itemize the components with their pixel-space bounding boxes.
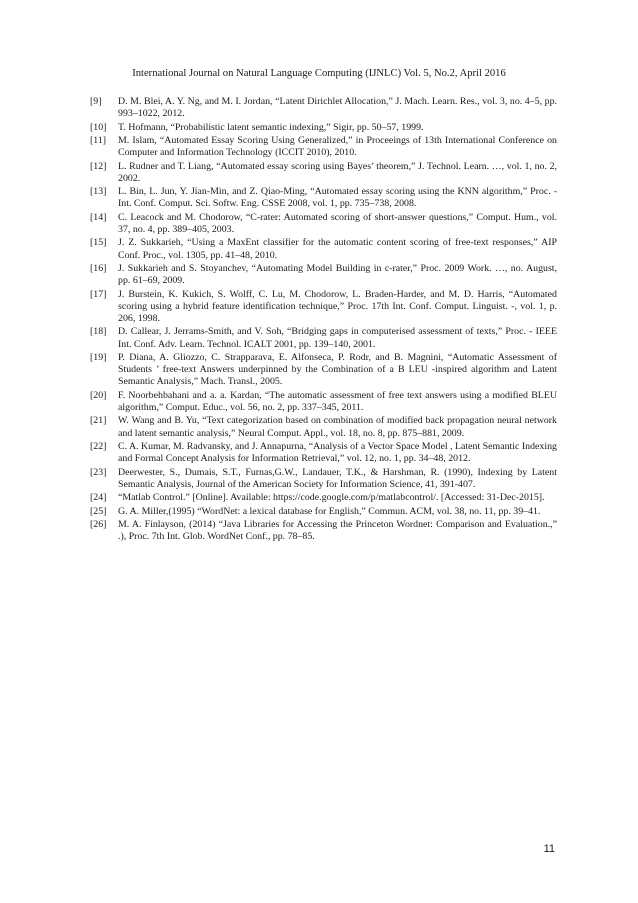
reference-text: P. Diana, A. Gliozzo, C. Strapparava, E. Alfonseca, P. Rodr, and B. Magnini, “Automatic Assessment of Students ’ free-text Answers underpinned by the Combination of a B LEU -inspired algorithm and Latent Semantic Analysis,” Mach. Transl., 2005. — [118, 351, 557, 388]
reference-item — [90, 237, 557, 261]
journal-header: International Journal on Natural Language Computing (IJNLC) Vol. 5, No.2, April 2016 — [132, 68, 506, 79]
reference-item — [90, 326, 557, 350]
reference-text: J. Sukkarieh and S. Stoyanchev, “Automating Model Building in c-rater,” Proc. 2009 Work. …, no. August, pp. 61–69, 2009. — [118, 262, 557, 287]
reference-text: L. Bin, L. Jun, Y. Jian-Min, and Z. Qiao-Ming, “Automated essay scoring using the KNN algorithm,” Proc. - Int. Conf. Comput. Sci. Softw. Eng. CSSE 2008, vol. 1, pp. 735–738, 2008. — [118, 186, 557, 210]
reference-item — [90, 415, 557, 439]
reference-text: D. M. Blei, A. Y. Ng, and M. I. Jordan, “Latent Dirichlet Allocation,” J. Mach. Learn. Res., vol. 3, no. 4–5, pp. 993–1022, 2012. — [118, 96, 557, 120]
page-number: 11 — [543, 843, 555, 855]
reference-number: [24] — [90, 492, 107, 504]
reference-item — [90, 506, 557, 518]
reference-number: [12] — [90, 160, 107, 172]
reference-item — [90, 492, 557, 504]
reference-item — [90, 519, 557, 543]
reference-number: [21] — [90, 415, 107, 427]
reference-item — [90, 263, 557, 287]
reference-number: [22] — [90, 440, 107, 452]
reference-text: T. Hofmann, “Probabilistic latent semantic indexing,” Sigir, pp. 50–57, 1999. — [118, 121, 424, 133]
reference-text: D. Callear, J. Jerrams-Smith, and V. Soh, “Bridging gaps in computerised assessment of texts,” Proc. - IEEE Int. Conf. Adv. Learn. Technol. ICALT 2001, pp. 139–140, 2001. — [118, 326, 557, 350]
reference-text: C. A. Kumar, M. Radvansky, and J. Annapurna, “Analysis of a Vector Space Model , Latent Semantic Indexing and Formal Concept Analysis for Information Retrieval,” vol. 12, no. 1, pp. 34–48, 2012. — [118, 440, 557, 465]
reference-item — [90, 441, 557, 465]
reference-item — [90, 289, 557, 326]
reference-text: J. Z. Sukkarieh, “Using a MaxEnt classifier for the automatic content scoring of free-text responses,” AIP Conf. Proc., vol. 1305, pp. 41–48, 2010. — [118, 237, 557, 261]
reference-number: [19] — [90, 351, 107, 363]
reference-text: Deerwester, S., Dumais, S.T., Furnas,G.W., Landauer, T.K., & Harshman, R. (1990), Indexing by Latent Semantic Analysis, Journal of the American Society for Information Science, 41, 391-407. — [118, 466, 557, 490]
reference-text: F. Noorbehbahani and a. a. Kardan, “The automatic assessment of free text answers using a modified BLEU algorithm,” Comput. Educ., vol. 56, no. 2, pp. 337–345, 2011. — [118, 389, 557, 413]
reference-text: M. Islam, “Automated Essay Scoring Using Generalized,” in Proceeings of 13th International Conference on Computer and Information Technology (ICCIT 2010), 2010. — [118, 134, 557, 159]
reference-list — [90, 96, 557, 544]
reference-number: [17] — [90, 288, 107, 300]
reference-number: [10] — [90, 121, 107, 133]
reference-text: C. Leacock and M. Chodorow, “C-rater: Automated scoring of short-answer questions,” Comput. Hum., vol. 37, no. 4, pp. 389–405, 2003. — [118, 211, 557, 235]
reference-text: W. Wang and B. Yu, “Text categorization based on combination of modified back propagation neural network and latent semantic analysis,” Neural Comput. Appl., vol. 18, no. 8, pp. 875–881, 2009. — [118, 415, 557, 439]
reference-item — [90, 467, 557, 491]
reference-text: M. A. Finlayson, (2014) “Java Libraries for Accessing the Princeton Wordnet: Comparison and Evaluation.,” .), Proc. 7th Int. Glob. WordNet Conf., pp. 78–85. — [118, 518, 557, 543]
reference-number: [18] — [90, 326, 107, 338]
reference-item — [90, 161, 557, 185]
reference-item — [90, 186, 557, 210]
reference-text: L. Rudner and T. Liang, “Automated essay scoring using Bayes’ theorem,” J. Technol. Learn. …, vol. 1, no. 2, 2002. — [118, 160, 557, 184]
reference-item — [90, 135, 557, 159]
reference-text: G. A. Miller,(1995) “WordNet: a lexical database for English,” Commun. ACM, vol. 38, no. 11, pp. 39–41. — [118, 505, 541, 517]
reference-number: [15] — [90, 237, 107, 249]
reference-number: [20] — [90, 389, 107, 401]
reference-item — [90, 212, 557, 236]
reference-item — [90, 122, 557, 134]
reference-number: [16] — [90, 262, 107, 274]
reference-item — [90, 390, 557, 414]
reference-number: [13] — [90, 186, 107, 198]
reference-number: [14] — [90, 211, 107, 223]
reference-number: [26] — [90, 518, 107, 530]
reference-number: [9] — [90, 96, 102, 107]
reference-item — [90, 96, 557, 120]
reference-number: [23] — [90, 466, 107, 478]
reference-number: [25] — [90, 505, 107, 517]
reference-text: J. Burstein, K. Kukich, S. Wolff, C. Lu, M. Chodorow, L. Braden-Harder, and M. D. Harris, “Automated scoring using a hybrid feature identification technique,” Proc. 17th Int. Conf. Comput. Linguist. -, vol. 1, p. 206, 1998. — [118, 288, 557, 324]
reference-text: “Matlab Control.” [Online]. Available: https://code.google.com/p/matlabcontrol/. [Accessed: 31-Dec-2015]. — [118, 492, 545, 504]
reference-item — [90, 352, 557, 389]
reference-number: [11] — [90, 134, 107, 146]
